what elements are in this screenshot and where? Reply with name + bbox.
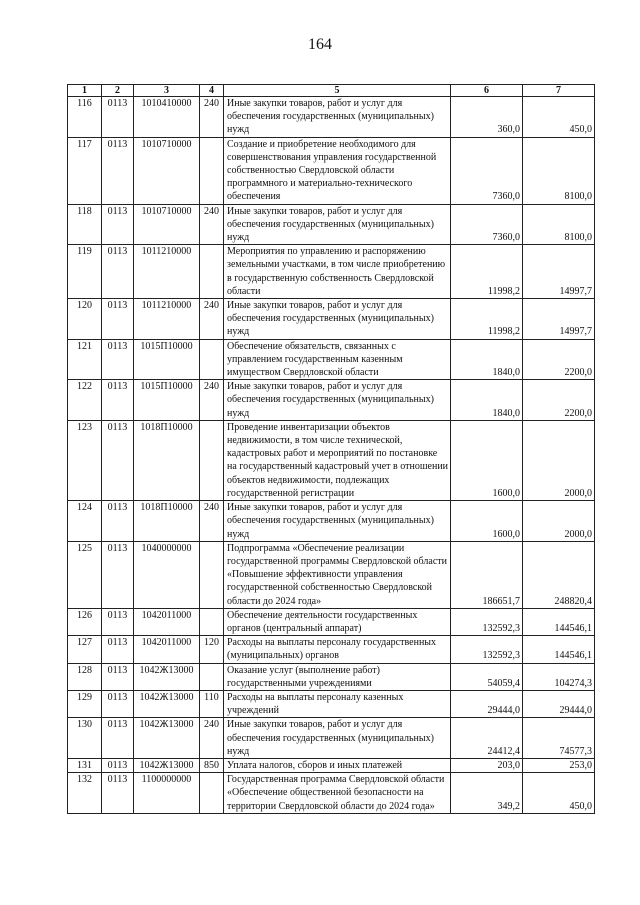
- col-header-2: 2: [102, 85, 134, 97]
- row-number: 122: [68, 380, 102, 421]
- row-number: 121: [68, 339, 102, 380]
- amount-col7: 8100,0: [523, 204, 595, 245]
- section-code: 0113: [102, 299, 134, 340]
- section-code: 0113: [102, 420, 134, 500]
- target-article-code: 1040000000: [134, 541, 200, 608]
- row-number: 124: [68, 501, 102, 542]
- expense-type-code: [200, 137, 224, 204]
- table-body: [68, 97, 595, 814]
- expense-type-code: 120: [200, 636, 224, 663]
- row-number: 120: [68, 299, 102, 340]
- row-description: Расходы на выплаты персоналу государственных (муниципальных) органов: [224, 636, 451, 663]
- row-number: 130: [68, 718, 102, 759]
- row-description: Обеспечение обязательств, связанных с управлением государственным казенным имуществом Свердловской области: [224, 339, 451, 380]
- table-row: [68, 663, 595, 690]
- row-number: 117: [68, 137, 102, 204]
- amount-col7: 2000,0: [523, 420, 595, 500]
- target-article-code: 1042Ж13000: [134, 718, 200, 759]
- row-number: 116: [68, 97, 102, 138]
- row-description: Создание и приобретение необходимого для совершенствования управления государственной собственностью Свердловской области программного и материально-технического обеспечения: [224, 137, 451, 204]
- expense-type-code: 240: [200, 380, 224, 421]
- table-row: [68, 608, 595, 635]
- amount-col7: 104274,3: [523, 663, 595, 690]
- amount-col7: 248820,4: [523, 541, 595, 608]
- header-row: [68, 85, 595, 97]
- amount-col6: 203,0: [451, 758, 523, 772]
- target-article-code: 1011210000: [134, 299, 200, 340]
- row-description: Уплата налогов, сборов и иных платежей: [224, 758, 451, 772]
- expense-type-code: [200, 339, 224, 380]
- expense-type-code: 240: [200, 501, 224, 542]
- section-code: 0113: [102, 97, 134, 138]
- amount-col7: 450,0: [523, 97, 595, 138]
- row-number: 132: [68, 773, 102, 814]
- section-code: 0113: [102, 501, 134, 542]
- row-number: 118: [68, 204, 102, 245]
- table-row: [68, 245, 595, 299]
- expense-type-code: [200, 541, 224, 608]
- table-row: [68, 758, 595, 772]
- table-row: [68, 718, 595, 759]
- section-code: 0113: [102, 339, 134, 380]
- table-row: [68, 773, 595, 814]
- section-code: 0113: [102, 636, 134, 663]
- target-article-code: 1010410000: [134, 97, 200, 138]
- col-header-6: 6: [451, 85, 523, 97]
- amount-col7: 14997,7: [523, 245, 595, 299]
- budget-table: [67, 84, 595, 814]
- amount-col6: 1600,0: [451, 420, 523, 500]
- target-article-code: 1010710000: [134, 204, 200, 245]
- target-article-code: 1042011000: [134, 608, 200, 635]
- row-description: Иные закупки товаров, работ и услуг для обеспечения государственных (муниципальных) нужд: [224, 97, 451, 138]
- target-article-code: 1011210000: [134, 245, 200, 299]
- table-row: [68, 541, 595, 608]
- target-article-code: 1010710000: [134, 137, 200, 204]
- amount-col7: 450,0: [523, 773, 595, 814]
- row-number: 126: [68, 608, 102, 635]
- table-row: [68, 636, 595, 663]
- amount-col6: 11998,2: [451, 299, 523, 340]
- amount-col7: 2200,0: [523, 380, 595, 421]
- target-article-code: 1042011000: [134, 636, 200, 663]
- row-number: 123: [68, 420, 102, 500]
- section-code: 0113: [102, 608, 134, 635]
- expense-type-code: [200, 608, 224, 635]
- section-code: 0113: [102, 718, 134, 759]
- section-code: 0113: [102, 773, 134, 814]
- section-code: 0113: [102, 758, 134, 772]
- row-description: Подпрограмма «Обеспечение реализации государственной программы Свердловской области «Повышение эффективности управления государственной собственностью Свердловской области до 2024 года»: [224, 541, 451, 608]
- row-number: 127: [68, 636, 102, 663]
- row-description: Расходы на выплаты персоналу казенных учреждений: [224, 690, 451, 717]
- row-description: Оказание услуг (выполнение работ) государственными учреждениями: [224, 663, 451, 690]
- amount-col7: 2200,0: [523, 339, 595, 380]
- table-row: [68, 299, 595, 340]
- expense-type-code: 110: [200, 690, 224, 717]
- target-article-code: 1042Ж13000: [134, 758, 200, 772]
- target-article-code: 1018П10000: [134, 420, 200, 500]
- target-article-code: 1042Ж13000: [134, 690, 200, 717]
- amount-col6: 132592,3: [451, 636, 523, 663]
- amount-col6: 186651,7: [451, 541, 523, 608]
- target-article-code: 1018П10000: [134, 501, 200, 542]
- amount-col6: 29444,0: [451, 690, 523, 717]
- expense-type-code: 240: [200, 299, 224, 340]
- amount-col6: 132592,3: [451, 608, 523, 635]
- amount-col6: 1840,0: [451, 380, 523, 421]
- row-description: Обеспечение деятельности государственных органов (центральный аппарат): [224, 608, 451, 635]
- table-row: [68, 501, 595, 542]
- section-code: 0113: [102, 137, 134, 204]
- row-number: 129: [68, 690, 102, 717]
- amount-col6: 7360,0: [451, 137, 523, 204]
- amount-col7: 2000,0: [523, 501, 595, 542]
- amount-col7: 144546,1: [523, 608, 595, 635]
- row-description: Иные закупки товаров, работ и услуг для обеспечения государственных (муниципальных) нужд: [224, 299, 451, 340]
- row-number: 119: [68, 245, 102, 299]
- amount-col7: 74577,3: [523, 718, 595, 759]
- col-header-7: 7: [523, 85, 595, 97]
- section-code: 0113: [102, 663, 134, 690]
- amount-col6: 7360,0: [451, 204, 523, 245]
- expense-type-code: [200, 663, 224, 690]
- row-description: Иные закупки товаров, работ и услуг для обеспечения государственных (муниципальных) нужд: [224, 204, 451, 245]
- amount-col6: 360,0: [451, 97, 523, 138]
- table-row: [68, 97, 595, 138]
- col-header-5: 5: [224, 85, 451, 97]
- col-header-4: 4: [200, 85, 224, 97]
- row-description: Иные закупки товаров, работ и услуг для обеспечения государственных (муниципальных) нужд: [224, 501, 451, 542]
- row-number: 131: [68, 758, 102, 772]
- target-article-code: 1015П10000: [134, 380, 200, 421]
- expense-type-code: [200, 245, 224, 299]
- section-code: 0113: [102, 380, 134, 421]
- table-row: [68, 420, 595, 500]
- target-article-code: 1100000000: [134, 773, 200, 814]
- section-code: 0113: [102, 245, 134, 299]
- amount-col6: 349,2: [451, 773, 523, 814]
- expense-type-code: [200, 773, 224, 814]
- table-row: [68, 204, 595, 245]
- amount-col7: 144546,1: [523, 636, 595, 663]
- section-code: 0113: [102, 204, 134, 245]
- row-description: Государственная программа Свердловской области «Обеспечение общественной безопасности на территории Свердловской области до 2024 года»: [224, 773, 451, 814]
- table-row: [68, 380, 595, 421]
- amount-col7: 8100,0: [523, 137, 595, 204]
- section-code: 0113: [102, 690, 134, 717]
- row-description: Иные закупки товаров, работ и услуг для обеспечения государственных (муниципальных) нужд: [224, 380, 451, 421]
- col-header-3: 3: [134, 85, 200, 97]
- row-number: 125: [68, 541, 102, 608]
- table-row: [68, 339, 595, 380]
- table-row: [68, 137, 595, 204]
- row-description: Проведение инвентаризации объектов недвижимости, в том числе технической, кадастровых работ и мероприятий по постановке на государственный кадастровый учет в отношении объектов недвижимости, подлежащих государственной регистрации: [224, 420, 451, 500]
- amount-col7: 29444,0: [523, 690, 595, 717]
- page-number: 164: [308, 36, 332, 53]
- row-description: Мероприятия по управлению и распоряжению земельными участками, в том числе приобретению в государственную собственность Свердловской области: [224, 245, 451, 299]
- amount-col7: 14997,7: [523, 299, 595, 340]
- target-article-code: 1042Ж13000: [134, 663, 200, 690]
- amount-col6: 1600,0: [451, 501, 523, 542]
- expense-type-code: [200, 420, 224, 500]
- amount-col6: 11998,2: [451, 245, 523, 299]
- row-description: Иные закупки товаров, работ и услуг для обеспечения государственных (муниципальных) нужд: [224, 718, 451, 759]
- col-header-1: 1: [68, 85, 102, 97]
- amount-col6: 1840,0: [451, 339, 523, 380]
- row-number: 128: [68, 663, 102, 690]
- amount-col6: 54059,4: [451, 663, 523, 690]
- amount-col6: 24412,4: [451, 718, 523, 759]
- expense-type-code: 240: [200, 718, 224, 759]
- target-article-code: 1015П10000: [134, 339, 200, 380]
- section-code: 0113: [102, 541, 134, 608]
- expense-type-code: 850: [200, 758, 224, 772]
- table-row: [68, 690, 595, 717]
- expense-type-code: 240: [200, 97, 224, 138]
- expense-type-code: 240: [200, 204, 224, 245]
- amount-col7: 253,0: [523, 758, 595, 772]
